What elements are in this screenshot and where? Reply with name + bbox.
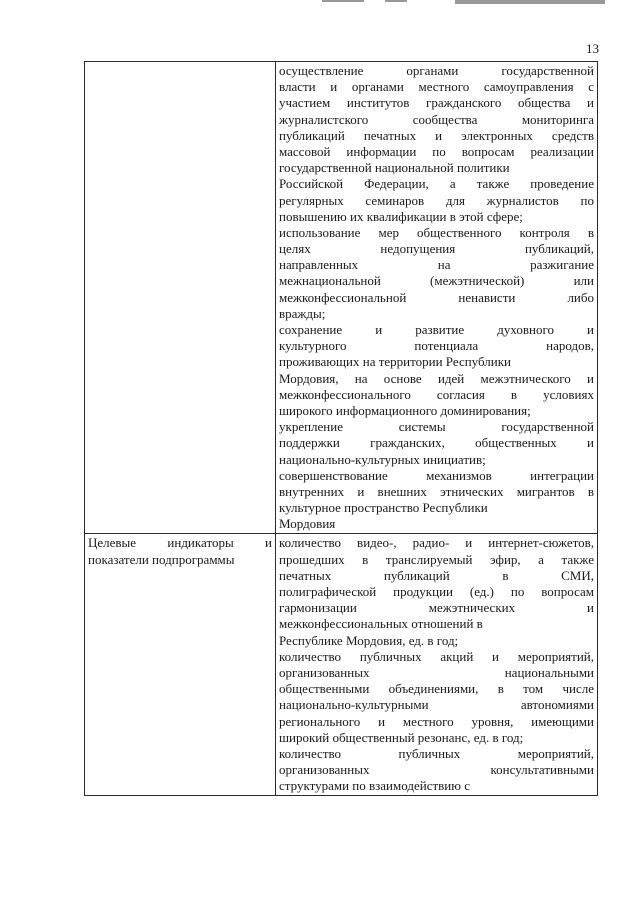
scan-artifact-left [322,0,364,2]
text-line: направленных на разжигание [279,257,594,273]
text-line: использование мер общественного контроля в [279,224,594,240]
scan-artifact-right [455,0,605,4]
text-line: государственной национальной политики [279,160,510,176]
text-line: Республике Мордовия, ед. в год; [279,632,459,648]
text-line: проживающих на территории Республики [279,354,512,370]
text-line: участием институтов гражданского общества и [279,95,594,111]
page-number: 13 [586,41,599,56]
text-line: организованных национальными [279,664,594,680]
program-table [84,61,598,796]
text-line: Российской Федерации, а также проведение [279,176,594,192]
text-line: межконфессионального согласия в условиях [279,386,594,402]
text-line: поддержки гражданских, общественных и [279,435,594,451]
text-line: прошедших в транслируемый эфир, а также [279,551,594,567]
text-line: количество публичных акций и мероприятий, [279,648,594,664]
text-line: печатных публикаций в СМИ, [279,567,594,583]
row-2-label-cell [85,534,276,796]
text-line: межконфессиональных отношений в [279,616,483,632]
text-line: организованных консультативными [279,762,594,778]
text-line: массовой информации по вопросам реализации [279,143,594,159]
text-line: совершенствование механизмов интеграции [279,467,594,483]
text-line: полиграфической продукции (ед.) по вопросам [279,584,594,599]
text-line: количество публичных мероприятий, [279,745,594,761]
text-line: национально-культурными автономиями [279,697,594,713]
text-line: общественными объединениями, в том числе [279,681,594,697]
scan-artifact-mid [385,0,407,2]
text-line: количество видео-, радио- и интернет-сюжетов, [279,535,594,551]
text-line: внутренних и внешних этнических мигрантов в [279,483,594,499]
row-1-label-cell [85,62,276,534]
text-line: повышению их квалификации в этой сфере; [279,208,523,224]
text-line: межнациональной (межэтнической) или [279,273,594,289]
text-line: сохранение и развитие духовного и [279,322,594,337]
text-line: культурное пространство Республики [279,500,488,516]
text-line: публикаций печатных и электронных средств [279,127,594,143]
text-line: широкий общественный резонанс, ед. в год; [279,729,524,745]
text-line: вражды; [279,305,326,321]
text-line: национально-культурных инициатив; [279,451,486,467]
text-line: гармонизации межэтнических и [279,600,594,616]
text-line: культурного потенциала народов, [279,338,594,354]
text-line: регионального и местного уровня, имеющими [279,713,594,729]
text-line: Целевые индикаторы и [88,535,272,551]
row-2-content-cell [276,534,598,796]
text-line: показатели подпрограммы [88,551,235,567]
text-line: Мордовия, на основе идей межэтнического и [279,370,594,386]
text-line: укрепление системы государственной [279,419,594,435]
text-line: Мордовия [279,516,336,532]
text-line: межконфессиональной ненависти либо [279,289,594,305]
text-line: целях недопущения публикаций, [279,241,594,257]
table-row-continuation [85,62,598,534]
row-1-content-cell [276,62,598,534]
table-row-target-indicators [85,534,598,796]
text-line: регулярных семинаров для журналистов по [279,192,594,208]
text-line: осуществление органами государственной [279,63,594,78]
text-line: структурами по взаимодействию с [279,778,470,794]
text-line: власти и органами местного самоуправления с [279,79,594,95]
text-line: журналистского сообщества мониторинга [279,111,594,127]
text-line: широкого информационного доминирования; [279,402,531,418]
